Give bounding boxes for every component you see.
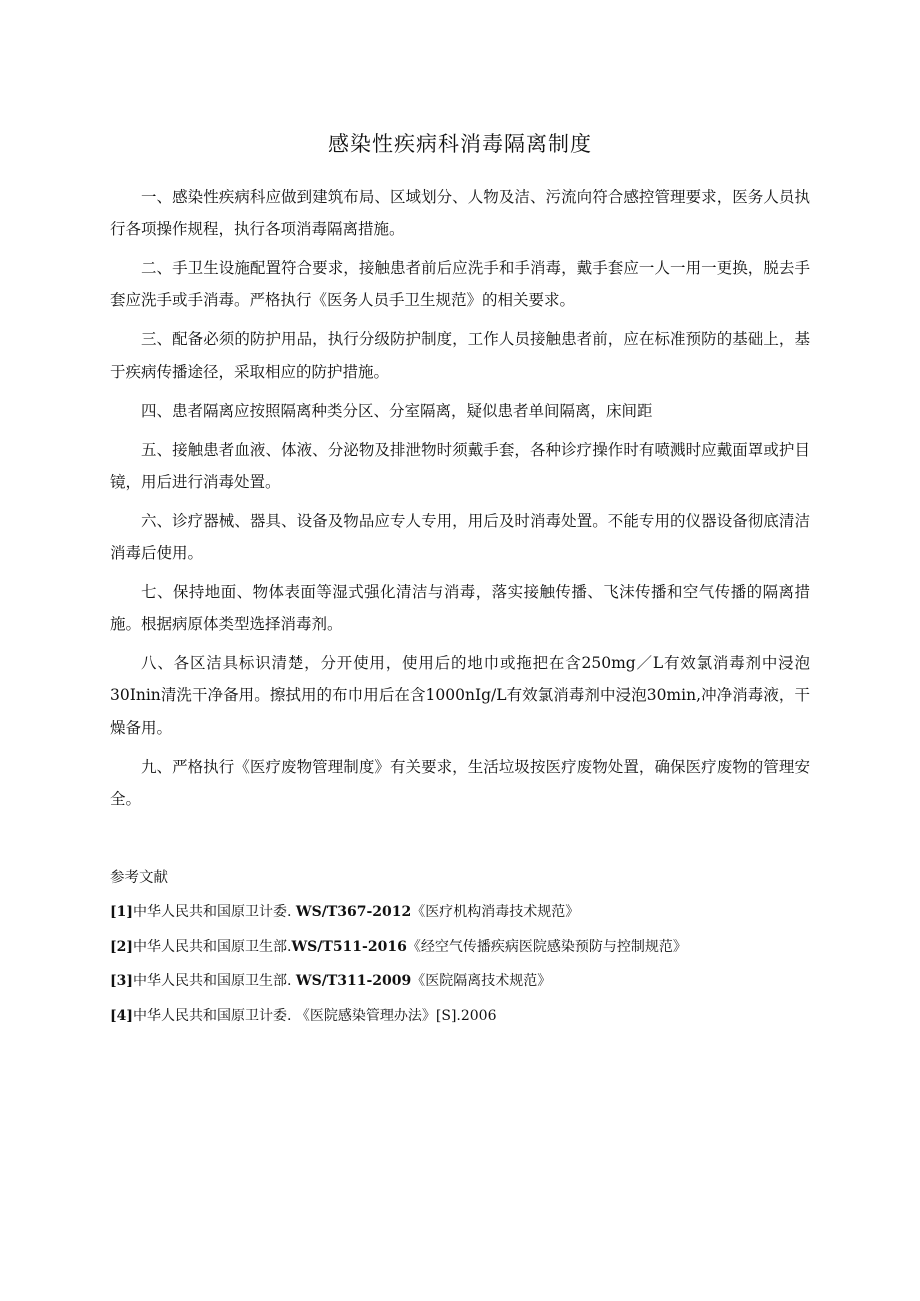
reference-item-4	[110, 1004, 810, 1039]
paragraph-5: 五、接触患者血液、体液、分泌物及排泄物时须戴手套，各种诊疗操作时有喷溅时应戴面罩或护目镜，用后进行消毒处置。	[110, 440, 810, 491]
reference-name: 《医院隔离技术规范》	[411, 973, 552, 989]
paragraph-4: 四、患者隔离应按照隔离种类分区、分室隔离，疑似患者单间隔离，床间距	[141, 401, 653, 420]
reference-code: WS/T511-2016	[291, 938, 407, 955]
reference-code: WS/T367-2012	[295, 904, 412, 920]
reference-item-2	[110, 935, 810, 970]
reference-number: [2]	[110, 938, 133, 955]
reference-org: 中华人民共和国原卫计委.	[133, 904, 292, 920]
reference-name: 《医院感染管理办法》[S].2006	[295, 1007, 497, 1024]
references-heading: 参考文献	[110, 870, 168, 886]
reference-name: 《医疗机构消毒技术规范》	[411, 904, 580, 920]
document-body	[110, 181, 810, 822]
reference-org: 中华人民共和国原卫计委.	[133, 1007, 292, 1024]
paragraph-1: 一、感染性疾病科应做到建筑布局、区域划分、人物及洁、污流向符合感控管理要求，医务人员执行各项操作规程，执行各项消毒隔离措施。	[110, 188, 810, 239]
reference-name: 《经空气传播疾病医院感染预防与控制规范》	[406, 938, 687, 955]
references-section	[110, 866, 810, 1038]
paragraph-8: 八、各区洁具标识清楚，分开使用，使用后的地巾或拖把在含250mg／L有效氯消毒剂中浸泡30Inin清洗干净备用。擦拭用的布巾用后在含1000nIg/L有效氯消毒剂中浸泡30min,冲净消毒液，干燥备用。	[110, 654, 810, 737]
paragraph-6: 六、诊疗器械、器具、设备及物品应专人专用，用后及时消毒处置。不能专用的仪器设备彻底清洁消毒后使用。	[110, 511, 810, 563]
reference-org: 中华人民共和国原卫生部.	[133, 973, 292, 989]
reference-item-1	[110, 900, 810, 935]
reference-org: 中华人民共和国原卫生部.	[133, 938, 292, 955]
reference-number: [1]	[110, 904, 133, 920]
paragraph-7: 七、保持地面、物体表面等湿式强化清洁与消毒，落实接触传播、飞沫传播和空气传播的隔离措施。根据病原体类型选择消毒剂。	[110, 583, 810, 634]
reference-number: [3]	[110, 973, 133, 989]
reference-item-3	[110, 969, 810, 1004]
reference-code: WS/T311-2009	[295, 973, 412, 989]
paragraph-9: 九、严格执行《医疗废物管理制度》有关要求，生活垃圾按医疗废物处置，确保医疗废物的管理安全。	[110, 757, 810, 808]
paragraph-3: 三、配备必须的防护用品，执行分级防护制度，工作人员接触患者前，应在标准预防的基础上，基于疾病传播途径，采取相应的防护措施。	[110, 330, 810, 381]
reference-number: [4]	[110, 1007, 133, 1024]
document-title: 感染性疾病科消毒隔离制度	[328, 132, 592, 156]
paragraph-2: 二、手卫生设施配置符合要求，接触患者前后应洗手和手消毒，戴手套应一人一用一更换，脱去手套应洗手或手消毒。严格执行《医务人员手卫生规范》的相关要求。	[110, 259, 810, 310]
